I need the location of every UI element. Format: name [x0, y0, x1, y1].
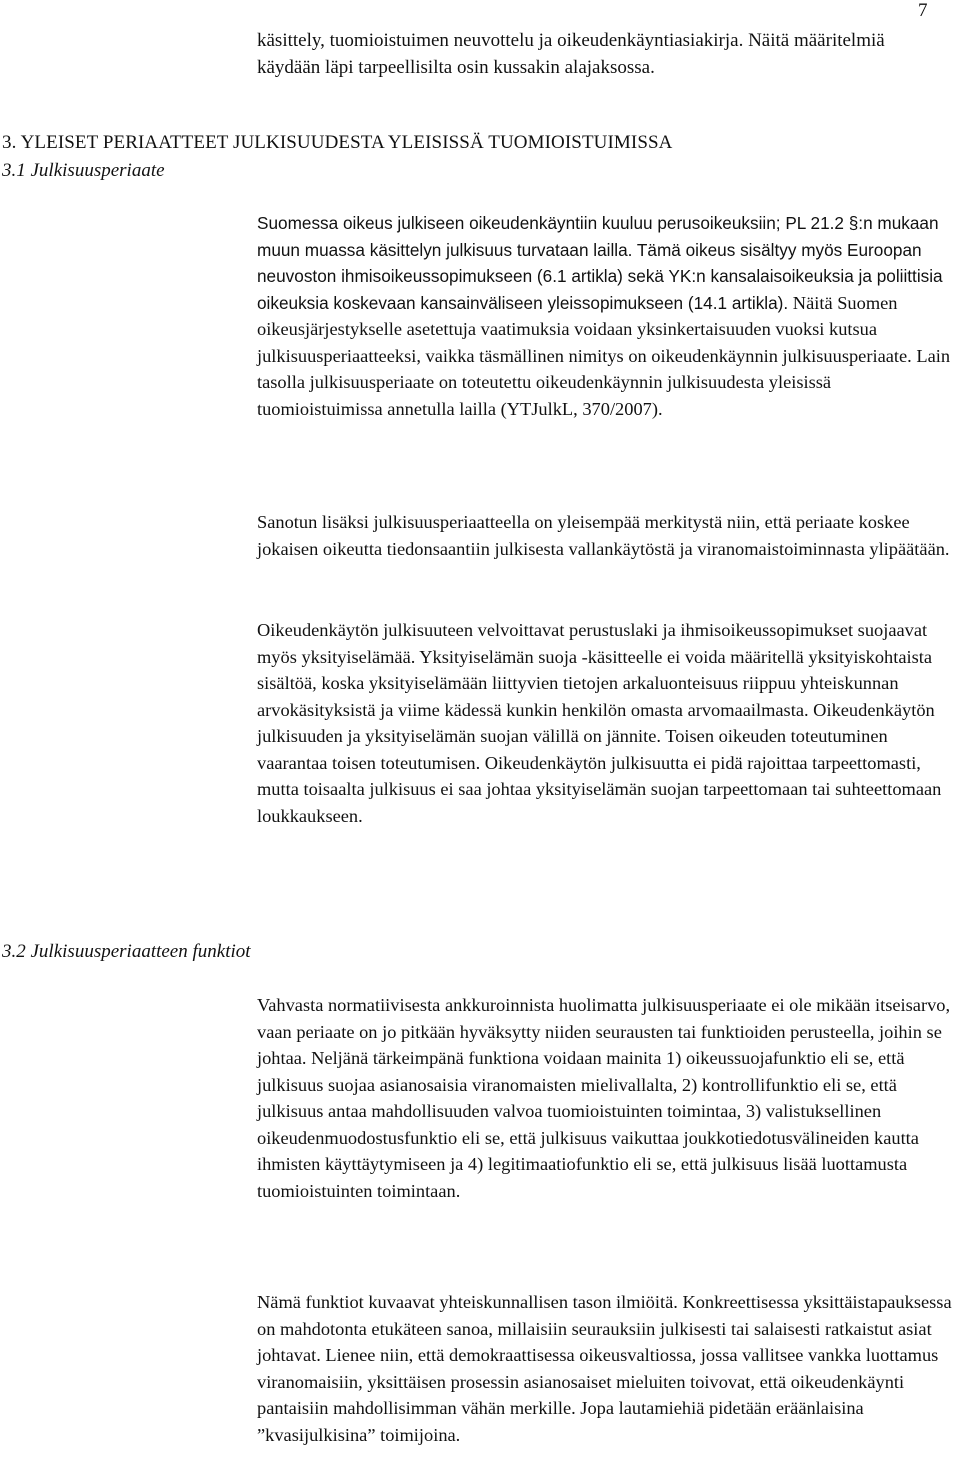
page-number: 7 — [918, 0, 928, 21]
paragraph-sans-part: Suomessa oikeus julkiseen oikeudenkäyntiin kuuluu perusoikeuksiin; PL 21.2 §:n mukaan muun muassa käsittelyn julkisuus turvataan lailla. Tämä oikeus sisältyy myös Euroopan neuvoston ihmisoikeussopimukseen (6.1 artikla) sekä YK:n kansalaisoikeuksia ja poliittisia oikeuksia koskevaan kansainväliseen yleissopimukseen (14.1 artikla). — [257, 213, 943, 313]
section-3-2-paragraph-2: Nämä funktiot kuvaavat yhteiskunnallisen tason ilmiöitä. Konkreettisessa yksittäistapauksessa on mahdotonta etukäteen sanoa, millaisiin seurauksiin julkisesti tai salaisesti ratkaistut asiat johtavat. Lienee niin, että demokraattisessa oikeusvaltiossa, jossa vallitsee vankka luottamus viranomaisiin, yksittäisen prosessin asianosaiset mieluiten toivovat, että oikeudenkäynti pantaisiin mahdollisimman vähän merkille. Jopa lautamiehiä pidetään eräänlaisina ”kvasijulkisina” toimijoina. — [257, 1292, 952, 1445]
section-3-2-heading: 3.2 Julkisuusperiaatteen funktiot — [2, 941, 251, 962]
section-3-1-paragraph-2: Sanotun lisäksi julkisuusperiaatteella on yleisempää merkitystä niin, että periaate koskee jokaisen oikeutta tiedonsaantiin julkisesta vallankäytöstä ja viranomaistoiminnasta ylipäätään. — [257, 512, 950, 559]
section-3-heading: 3. YLEISET PERIAATTEET JULKISUUDESTA YLEISISSÄ TUOMIOISTUIMISSA — [2, 132, 673, 153]
section-3-1-paragraph-3: Oikeudenkäytön julkisuuteen velvoittavat perustuslaki ja ihmisoikeussopimukset suojaavat myös yksityiselämää. Yksityiselämän suoja -käsitteelle ei voida määritellä yksityiskohtaista sisältöä, koska yksityiselämään liittyvien tietojen arkaluonteisuus riippuu yhteiskunnan arvokäsityksistä ja viime kädessä kunkin henkilön omasta arvomaailmasta. Oikeudenkäytön julkisuuden ja yksityiselämän suojan välillä on jännite. Toisen oikeuden toteutuminen vaarantaa toisen toteutumisen. Oikeudenkäytön julkisuutta ei pidä rajoittaa tarpeettomasti, mutta toisaalta julkisuus ei saa johtaa yksityiselämän suojan tarpeettomaan tai suhteettomaan loukkaukseen. — [257, 620, 942, 826]
section-3-2-paragraph-1: Vahvasta normatiivisesta ankkuroinnista huolimatta julkisuusperiaate ei ole mikään itseisarvo, vaan periaate on jo pitkään hyväksytty niiden seurausten tai funktioiden perusteella, joihin se johtaa. Neljänä tärkeimpänä funktiona voidaan mainita 1) oikeussuojafunktio eli se, että julkisuus suojaa asianosaisia viranomaisten mielivallalta, 2) kontrollifunktio eli se, että julkisuus antaa mahdollisuuden valvoa tuomioistuinten toimintaa, 3) valistuksellinen oikeudenmuodostusfunktio eli se, että julkisuus vaikuttaa joukkotiedotusvälineiden kautta ihmisten käyttäytymiseen ja 4) legitimaatiofunktio eli se, että julkisuus lisää luottamusta tuomioistuinten toimintaan. — [257, 995, 951, 1201]
intro-paragraph-continuation: käsittely, tuomioistuimen neuvottelu ja oikeudenkäyntiasiakirja. Näitä määritelmiä käydään läpi tarpeellisilta osin kussakin alajaksossa. — [257, 30, 885, 78]
section-3-1-heading: 3.1 Julkisuusperiaate — [2, 160, 165, 181]
paragraph-serif-part: Näitä Suomen oikeusjärjestykselle asetettuja vaatimuksia voidaan yksinkertaisuuden vuoksi kutsua julkisuusperiaatteeksi, vaikka täsmällinen nimitys on oikeudenkäynnin julkisuusperiaate. Lain tasolla julkisuusperiaate on toteutettu oikeudenkäynnin julkisuudesta yleisissä tuomioistuimissa annetulla lailla (YTJulkL, 370/2007). — [257, 292, 951, 419]
section-3-1-paragraph-1 — [257, 210, 957, 422]
